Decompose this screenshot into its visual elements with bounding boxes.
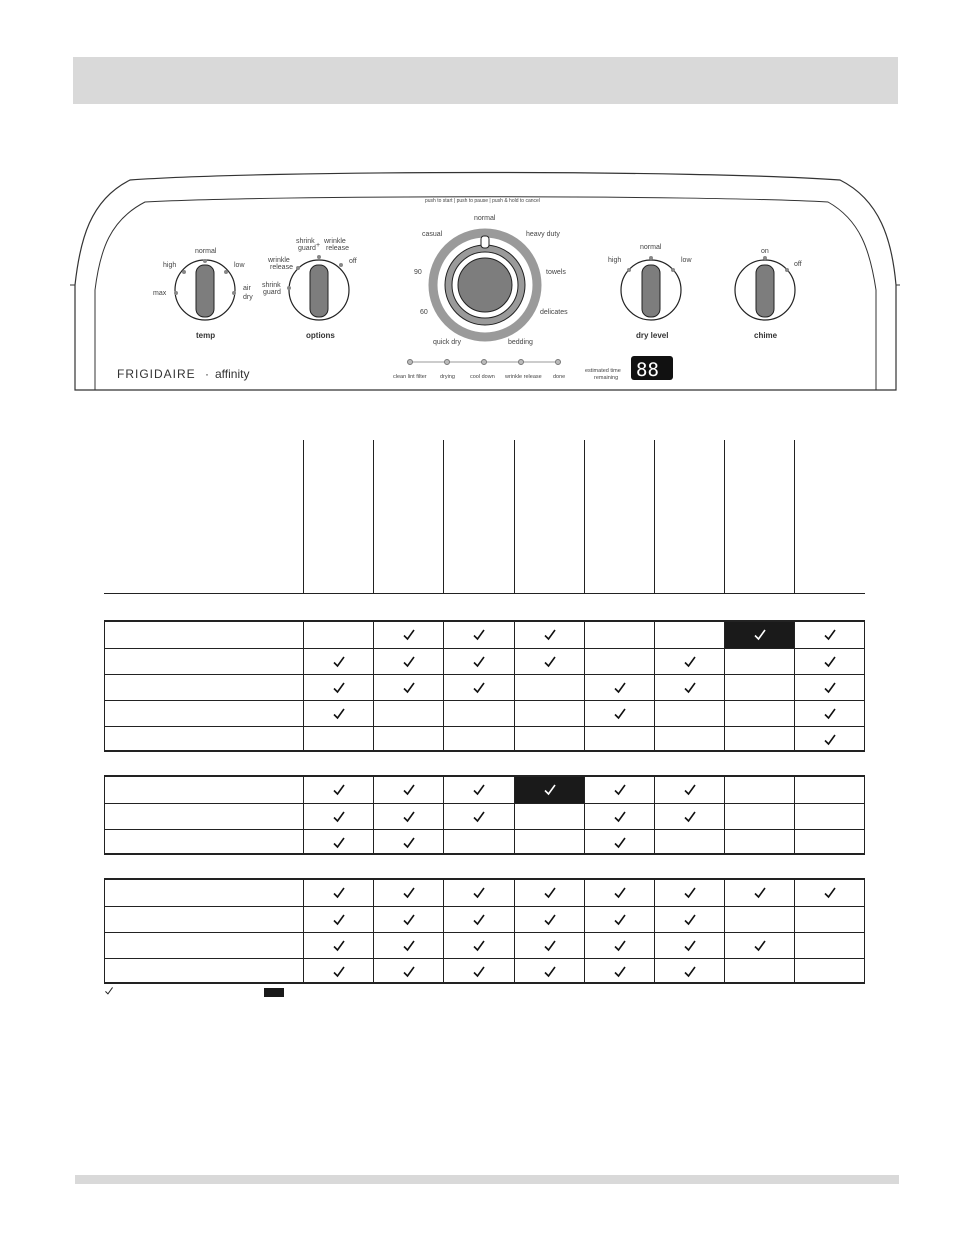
check-icon xyxy=(753,939,767,953)
check-icon xyxy=(683,783,697,797)
check-icon xyxy=(332,681,346,695)
table-group-2 xyxy=(104,775,865,855)
options-off-label: off xyxy=(349,258,357,265)
table-cell xyxy=(794,777,864,803)
table-cell xyxy=(794,933,864,958)
table-cell xyxy=(373,622,443,648)
table-cell xyxy=(724,830,794,855)
options-knob[interactable] xyxy=(287,255,349,320)
row-label xyxy=(105,830,304,855)
table-cell xyxy=(514,830,584,855)
table-group-1 xyxy=(104,620,865,752)
table-cell xyxy=(443,777,513,803)
check-icon xyxy=(823,733,837,747)
column-header-8 xyxy=(794,440,795,593)
table-cell xyxy=(584,804,654,829)
table-cell xyxy=(373,649,443,674)
check-icon xyxy=(753,886,767,900)
temp-dry-label: dry xyxy=(243,294,253,301)
cycle-60-label: 60 xyxy=(420,309,428,316)
table-row xyxy=(105,622,864,648)
cycle-bedding-label: bedding xyxy=(508,339,533,346)
chime-knob[interactable] xyxy=(735,256,795,320)
check-icon xyxy=(472,965,486,979)
check-icon xyxy=(402,836,416,850)
default-cell xyxy=(514,777,584,803)
check-icon xyxy=(402,655,416,669)
check-icon xyxy=(543,628,557,642)
table-cell xyxy=(584,727,654,752)
header-bar xyxy=(73,57,898,104)
row-label xyxy=(105,933,304,958)
check-icon xyxy=(613,939,627,953)
table-row xyxy=(105,932,864,958)
table-cell xyxy=(443,959,513,984)
table-cell xyxy=(724,675,794,700)
check-icon xyxy=(332,913,346,927)
check-icon xyxy=(753,628,767,642)
table-cell xyxy=(303,701,373,726)
dryer-control-panel xyxy=(70,150,900,410)
table-cell xyxy=(724,727,794,752)
check-icon xyxy=(823,886,837,900)
table-row xyxy=(105,958,864,984)
chime-off-label: off xyxy=(794,261,802,268)
table-cell xyxy=(794,622,864,648)
table-cell xyxy=(724,777,794,803)
options-wr-top-1: wrinkle xyxy=(324,238,346,245)
check-icon xyxy=(683,886,697,900)
row-label xyxy=(105,907,304,932)
table-cell xyxy=(443,830,513,855)
table-row xyxy=(105,880,864,906)
check-icon xyxy=(472,913,486,927)
options-wr-left-1: wrinkle xyxy=(268,257,290,264)
row-label xyxy=(105,701,304,726)
check-icon xyxy=(543,913,557,927)
check-icon xyxy=(332,886,346,900)
start-hint: push to start | push to pause | push & hold to cancel xyxy=(425,198,540,204)
table-cell xyxy=(303,907,373,932)
estimated-time-label: estimated time xyxy=(585,368,621,374)
table-cell xyxy=(514,622,584,648)
row-label xyxy=(105,804,304,829)
table-cell xyxy=(443,675,513,700)
table-cell xyxy=(584,701,654,726)
column-header-3 xyxy=(443,440,444,593)
table-cell xyxy=(303,880,373,906)
table-cell xyxy=(373,880,443,906)
table-cell xyxy=(654,675,724,700)
table-cell xyxy=(514,649,584,674)
cycle-normal-label: normal xyxy=(474,215,496,222)
check-icon xyxy=(613,913,627,927)
default-setting-swatch xyxy=(264,988,284,997)
table-cell xyxy=(443,804,513,829)
table-cell xyxy=(584,880,654,906)
table-cell xyxy=(373,777,443,803)
column-header-2 xyxy=(373,440,374,593)
column-header-5 xyxy=(584,440,585,593)
table-cell xyxy=(373,701,443,726)
check-icon xyxy=(472,655,486,669)
table-cell xyxy=(373,907,443,932)
remaining-label: remaining xyxy=(594,375,619,381)
check-icon xyxy=(683,810,697,824)
table-cell xyxy=(303,622,373,648)
table-cell xyxy=(654,777,724,803)
brand-model: affinity xyxy=(215,367,250,381)
table-cell xyxy=(724,907,794,932)
chime-on-label: on xyxy=(761,248,769,255)
dry-level-normal-label: normal xyxy=(640,244,662,251)
check-icon xyxy=(823,628,837,642)
column-header-6 xyxy=(654,440,655,593)
check-icon xyxy=(472,939,486,953)
table-cell xyxy=(654,701,724,726)
table-cell xyxy=(443,933,513,958)
check-icon xyxy=(332,965,346,979)
table-cell xyxy=(514,727,584,752)
options-sg-left-2: guard xyxy=(263,289,281,296)
check-icon xyxy=(613,707,627,721)
check-icon xyxy=(332,810,346,824)
check-icon xyxy=(402,913,416,927)
check-icon xyxy=(402,681,416,695)
chime-title: chime xyxy=(754,331,778,340)
options-wr-top-2: release xyxy=(326,245,349,252)
check-icon xyxy=(683,965,697,979)
table-row xyxy=(105,803,864,829)
table-cell xyxy=(724,880,794,906)
cycle-towels-label: towels xyxy=(546,269,566,276)
default-cell xyxy=(724,622,794,648)
table-cell xyxy=(303,777,373,803)
row-label xyxy=(105,622,304,648)
table-cell xyxy=(654,959,724,984)
table-cell xyxy=(443,880,513,906)
check-icon xyxy=(823,681,837,695)
status-clean-lint-filter: clean lint filter xyxy=(393,374,427,380)
table-cell xyxy=(794,907,864,932)
table-cell xyxy=(303,830,373,855)
dry-level-title: dry level xyxy=(636,331,669,340)
check-icon xyxy=(402,886,416,900)
table-cell xyxy=(443,701,513,726)
check-icon xyxy=(472,886,486,900)
table-cell xyxy=(724,933,794,958)
check-icon xyxy=(402,939,416,953)
check-icon xyxy=(683,655,697,669)
table-cell xyxy=(514,701,584,726)
check-icon xyxy=(613,965,627,979)
dry-level-low-label: low xyxy=(681,257,692,264)
table-cell xyxy=(654,830,724,855)
table-cell xyxy=(443,622,513,648)
table-cell xyxy=(654,880,724,906)
check-icon xyxy=(543,939,557,953)
status-cool-down: cool down xyxy=(470,374,495,380)
cycle-casual-label: casual xyxy=(422,231,443,238)
table-cell xyxy=(303,959,373,984)
header-divider xyxy=(104,593,865,594)
table-cell xyxy=(514,933,584,958)
options-title: options xyxy=(306,331,335,340)
check-icon xyxy=(613,886,627,900)
table-cell xyxy=(794,959,864,984)
check-icon xyxy=(332,836,346,850)
check-icon xyxy=(823,707,837,721)
table-legend xyxy=(104,986,404,998)
table-cell xyxy=(724,701,794,726)
table-cell xyxy=(724,959,794,984)
table-cell xyxy=(654,649,724,674)
table-cell xyxy=(514,907,584,932)
temp-normal-label: normal xyxy=(195,248,217,255)
temp-air-label: air xyxy=(243,285,251,292)
column-header-7 xyxy=(724,440,725,593)
check-icon xyxy=(683,939,697,953)
options-wr-left-2: release xyxy=(270,264,293,271)
dry-level-high-label: high xyxy=(608,257,622,264)
options-sg-top-2: guard xyxy=(298,245,316,252)
table-cell xyxy=(303,727,373,752)
table-cell xyxy=(373,804,443,829)
row-label xyxy=(105,649,304,674)
table-cell xyxy=(303,804,373,829)
table-cell xyxy=(514,675,584,700)
status-drying: drying xyxy=(440,374,455,380)
table-cell xyxy=(794,804,864,829)
check-icon xyxy=(402,783,416,797)
table-cell xyxy=(443,649,513,674)
table-cell xyxy=(373,675,443,700)
table-cell xyxy=(584,649,654,674)
table-cell xyxy=(584,675,654,700)
check-icon xyxy=(683,681,697,695)
table-cell xyxy=(584,933,654,958)
check-icon xyxy=(613,836,627,850)
check-icon xyxy=(402,965,416,979)
row-label xyxy=(105,675,304,700)
table-row xyxy=(105,906,864,932)
options-sg-top-1: shrink xyxy=(296,238,315,245)
table-group-3 xyxy=(104,878,865,984)
table-cell xyxy=(654,622,724,648)
temp-max-label: max xyxy=(153,290,167,297)
table-row xyxy=(105,648,864,674)
footer-bar xyxy=(75,1175,899,1184)
table-cell xyxy=(794,649,864,674)
check-icon xyxy=(613,783,627,797)
table-row xyxy=(105,700,864,726)
check-icon xyxy=(472,810,486,824)
check-icon xyxy=(402,810,416,824)
table-cell xyxy=(584,830,654,855)
check-icon xyxy=(823,655,837,669)
status-done: done xyxy=(553,374,566,380)
table-cell xyxy=(794,675,864,700)
table-cell xyxy=(514,804,584,829)
status-wrinkle-release: wrinkle release xyxy=(505,374,542,380)
table-cell xyxy=(373,727,443,752)
table-cell xyxy=(443,907,513,932)
check-icon xyxy=(543,965,557,979)
cycle-heavy-duty-label: heavy duty xyxy=(526,231,560,238)
table-cell xyxy=(373,830,443,855)
table-cell xyxy=(724,804,794,829)
table-row xyxy=(105,829,864,855)
check-icon xyxy=(104,986,114,996)
check-icon xyxy=(472,681,486,695)
check-icon xyxy=(472,783,486,797)
row-label xyxy=(105,777,304,803)
check-icon xyxy=(332,783,346,797)
check-icon xyxy=(332,707,346,721)
table-cell xyxy=(303,649,373,674)
table-cell xyxy=(443,727,513,752)
check-icon xyxy=(613,681,627,695)
check-icon xyxy=(332,939,346,953)
table-cell xyxy=(654,907,724,932)
check-icon xyxy=(543,655,557,669)
table-cell xyxy=(514,959,584,984)
time-display-digits: 88 xyxy=(636,359,659,381)
table-cell xyxy=(724,649,794,674)
temp-high-label: high xyxy=(163,262,177,269)
table-row xyxy=(105,674,864,700)
table-cell xyxy=(584,907,654,932)
table-cell xyxy=(514,880,584,906)
options-sg-left-1: shrink xyxy=(262,282,281,289)
table-cell xyxy=(303,933,373,958)
temp-knob[interactable] xyxy=(174,259,236,320)
cycle-selector-dial[interactable] xyxy=(433,233,537,337)
dry-level-knob[interactable] xyxy=(621,256,681,320)
check-icon xyxy=(683,913,697,927)
temp-low-label: low xyxy=(234,262,245,269)
brand-name: FRIGIDAIRE xyxy=(117,367,196,381)
table-cell xyxy=(373,959,443,984)
table-cell xyxy=(794,701,864,726)
table-cell xyxy=(794,830,864,855)
check-icon xyxy=(472,628,486,642)
check-icon xyxy=(543,886,557,900)
table-row xyxy=(105,726,864,752)
row-label xyxy=(105,880,304,906)
table-cell xyxy=(584,959,654,984)
row-label xyxy=(105,727,304,752)
column-header-4 xyxy=(514,440,515,593)
control-panel-drawing xyxy=(70,150,900,410)
brand-separator: · xyxy=(205,367,209,381)
check-icon xyxy=(402,628,416,642)
table-cell xyxy=(584,777,654,803)
cycle-90-label: 90 xyxy=(414,269,422,276)
check-icon xyxy=(543,783,557,797)
table-cell xyxy=(654,933,724,958)
table-row xyxy=(105,777,864,803)
check-icon xyxy=(332,655,346,669)
table-cell xyxy=(794,727,864,752)
temp-title: temp xyxy=(196,331,216,340)
table-cell xyxy=(303,675,373,700)
cycle-delicates-label: delicates xyxy=(540,309,568,316)
column-header-1 xyxy=(303,440,304,593)
row-label xyxy=(105,959,304,984)
table-cell xyxy=(654,804,724,829)
check-icon xyxy=(613,810,627,824)
cycle-quick-dry-label: quick dry xyxy=(433,339,462,346)
table-cell xyxy=(584,622,654,648)
table-cell xyxy=(794,880,864,906)
options-plus: + xyxy=(316,242,321,249)
table-cell xyxy=(373,933,443,958)
table-cell xyxy=(654,727,724,752)
